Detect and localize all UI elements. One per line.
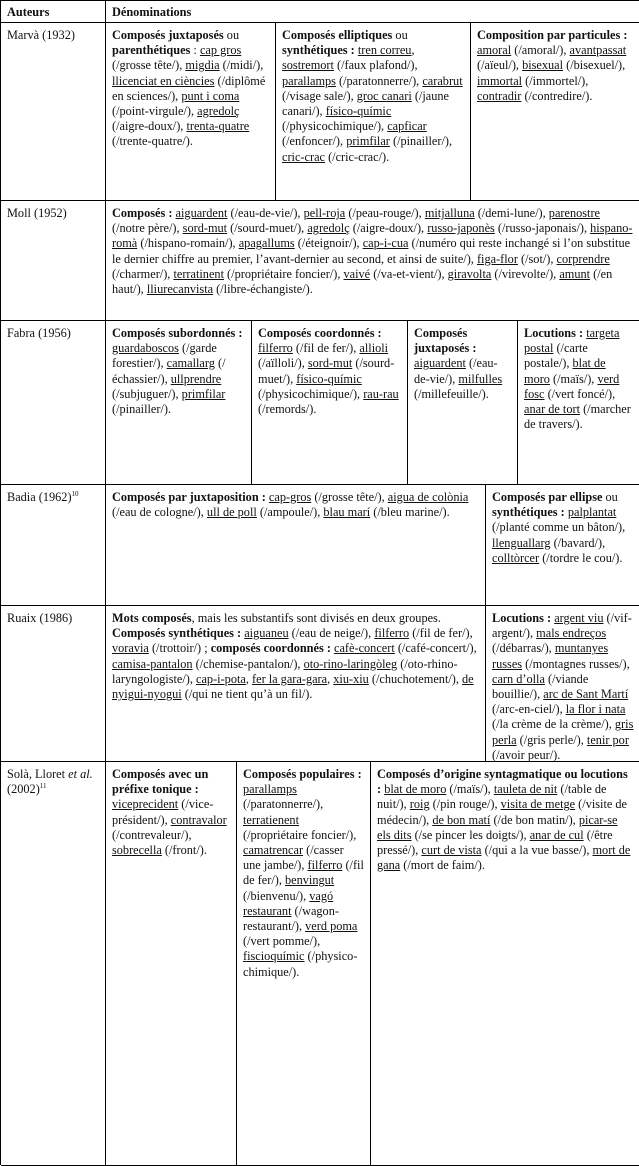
text-run: ,: [411, 43, 415, 58]
denominations-cell: [106, 23, 639, 201]
category-label: parenthétiques: [112, 43, 191, 58]
text-run: (/hispano-romain/),: [137, 236, 239, 251]
text-run: (/cric-crac/).: [325, 149, 390, 164]
category-block: [106, 485, 486, 605]
category-label: Composés par ellipse: [492, 490, 603, 504]
text-run: (/qui ne tient qu’à un fil/).: [181, 687, 313, 702]
header-denominations: Dénominations: [106, 1, 639, 23]
text-run: (/viande bouillie/),: [492, 671, 589, 702]
text-run: (/pin rouge/),: [429, 797, 501, 812]
text-run: Marvà (1932): [7, 28, 75, 42]
author-cell: [1, 762, 106, 1166]
category-block: [408, 321, 518, 484]
catalan-term: fiscioquímic: [243, 949, 305, 964]
category-label: Locutions :: [492, 611, 552, 625]
italic-text: et al.: [68, 767, 93, 781]
catalan-term: físico-químic: [325, 104, 392, 119]
catalan-term: targeta postal: [524, 326, 620, 356]
text-run: ,: [245, 671, 253, 686]
category-block: [471, 23, 639, 200]
category-label: Composés elliptiques: [282, 28, 393, 42]
catalan-term: primfilar: [181, 386, 226, 401]
catalan-term: colltòrcer: [492, 550, 540, 565]
catalan-term: vaivé: [343, 266, 371, 281]
catalan-term: trenta-quatre: [186, 119, 250, 134]
category-label: synthétiques :: [282, 43, 355, 58]
catalan-term: anar de tort: [524, 402, 580, 417]
catalan-term: verd fosc: [524, 371, 620, 401]
category-label: Composés avec un préfixe tonique :: [112, 767, 209, 797]
text-run: (/café-concert/),: [394, 641, 477, 656]
text-run: (/la crème de la crème/),: [492, 717, 615, 732]
author-name: [7, 490, 79, 504]
text-run: (/avoir peur/).: [492, 747, 561, 761]
text-run: (/aigre-doux/),: [349, 221, 428, 236]
text-run: (/pinailler/).: [112, 402, 172, 417]
text-run: (/sourd-muet/),: [258, 356, 395, 386]
catalan-term: gris perla: [492, 717, 634, 747]
text-run: (/débarras/),: [492, 641, 555, 656]
text-run: (/libre-échangiste/).: [213, 282, 313, 297]
text-run: (/jaune canari/),: [282, 88, 449, 119]
category-block: [486, 485, 639, 605]
catalan-term: aiguaneu: [244, 626, 289, 641]
category-block: [518, 321, 639, 484]
text-run: Badia (1962): [7, 490, 72, 504]
catalan-term: filferro: [258, 341, 293, 356]
catalan-term: amunt: [559, 266, 591, 281]
text-run: (/sourd-muet/),: [227, 221, 308, 236]
catalan-term: camisa-pantalon: [112, 656, 193, 671]
category-block: [486, 606, 639, 761]
catalan-term: picar-se els dits: [377, 812, 618, 842]
category-label: Composés coordonnés :: [258, 326, 382, 340]
text-run: (/subjuguer/),: [112, 386, 182, 401]
category-label: Composés par juxtaposition :: [112, 490, 266, 504]
catalan-term: fer la gara-gara: [252, 671, 328, 686]
catalan-term: muntanyes russes: [492, 641, 609, 671]
text-run: (/grosse tête/),: [311, 490, 388, 504]
text-run: :: [190, 43, 200, 58]
text-run: (/table de nuit/),: [377, 782, 607, 812]
catalan-term: verd poma: [305, 919, 358, 934]
catalan-term: hispano-romà: [112, 221, 633, 251]
author-name: [7, 206, 67, 220]
catalan-term: argent viu: [554, 611, 604, 625]
catalan-term: immortal: [477, 73, 523, 88]
text-run: (/trottoir/) ;: [148, 641, 211, 656]
category-block: [371, 762, 639, 1165]
catalan-term: mals endreços: [536, 626, 607, 641]
text-run: (/visite de médecin/),: [377, 797, 628, 827]
catalan-term: milfulles: [458, 371, 503, 386]
text-run: (/fil de fer/),: [409, 626, 473, 641]
catalan-term: cap-i-cua: [362, 236, 409, 251]
text-run: ou: [223, 28, 240, 42]
catalan-term: cap gros: [199, 43, 242, 58]
catalan-term: oto-rino-laringòleg: [303, 656, 398, 671]
catalan-term: terratinent: [173, 266, 224, 281]
text-run: (/de bon matin/),: [490, 812, 579, 827]
text-run: (/oto-rhino-laryngologiste/),: [112, 656, 458, 686]
category-label: Mots composés: [112, 611, 192, 625]
category-block: [106, 201, 639, 320]
text-run: Ruaix (1986): [7, 611, 73, 625]
catalan-term: groc canari: [356, 88, 412, 103]
text-run: (/enfoncer/),: [282, 134, 347, 149]
author-cell: [1, 321, 106, 485]
catalan-term: allioli: [359, 341, 389, 356]
denominations-cell: [106, 485, 639, 606]
catalan-term: lliurecanvista: [146, 282, 214, 297]
catalan-term: físico-químic: [296, 371, 362, 386]
text-run: (/immortel/),: [522, 73, 589, 88]
text-run: (/millefeuille/).: [414, 386, 489, 401]
text-run: (/virevolte/),: [491, 266, 560, 281]
category-block: [252, 321, 408, 484]
text-run: (/paratonnerre/),: [243, 797, 324, 812]
text-run: (/être pressé/),: [377, 827, 613, 858]
text-run: (/maïs/),: [549, 371, 598, 386]
catalan-term: arc de Sant Martí: [543, 687, 629, 702]
catalan-term: vagó restaurant: [243, 888, 334, 918]
catalan-term: tenir por: [586, 732, 629, 747]
text-run: (/paratonnerre/),: [335, 73, 423, 88]
text-run: (/peau-rouge/),: [345, 206, 425, 220]
text-run: (/en haut/),: [112, 266, 613, 297]
text-run: (/physicochimique/),: [258, 386, 364, 401]
text-run: , mais les substantifs sont divisés en deux groupes.: [191, 611, 441, 625]
catalan-term: giravolta: [447, 266, 492, 281]
text-run: (/planté comme un bâton/),: [492, 520, 626, 535]
text-run: (/se pincer les doigts/),: [411, 827, 530, 842]
text-run: (/midi/),: [219, 58, 264, 73]
catalan-term: mort de gana: [377, 843, 631, 873]
catalan-term: llicenciat en ciències: [112, 73, 215, 88]
catalan-term: tauleta de nit: [493, 782, 558, 797]
catalan-term: figa-flor: [476, 251, 518, 266]
text-run: (/éteignoir/),: [294, 236, 363, 251]
footnote-ref: 11: [39, 782, 47, 791]
text-run: (/faux plafond/),: [333, 58, 418, 73]
text-run: (/garde forestier/),: [112, 341, 217, 371]
catalan-term: parenostre: [548, 206, 601, 220]
catalan-term: xiu-xiu: [333, 671, 369, 686]
catalan-term: terratienent: [243, 812, 299, 827]
catalan-term: aigua de colònia: [387, 490, 469, 504]
text-run: (/trente-quatre/).: [112, 134, 193, 149]
denominations-cell: [106, 606, 639, 762]
text-run: (/physico-chimique/).: [243, 949, 358, 979]
catalan-term: carn d’olla: [492, 671, 545, 686]
catalan-term: corprendre: [556, 251, 610, 266]
text-run: (/propriétaire foncier/),: [243, 827, 357, 842]
text-run: (/fil de fer/),: [243, 858, 364, 888]
text-run: (/vert foncé/),: [544, 386, 616, 401]
text-run: ,: [327, 671, 334, 686]
catalan-term: sobrecella: [112, 843, 162, 858]
text-run: (/notre père/),: [112, 221, 183, 236]
catalan-term: filferro: [374, 626, 410, 641]
catalan-term: cap-i-pota: [196, 671, 246, 686]
catalan-term: rau-rau: [363, 386, 399, 401]
text-run: (/eau-de-vie/),: [227, 206, 304, 220]
text-run: (/ampoule/),: [256, 505, 324, 520]
catalan-term: la flor i nata: [565, 702, 626, 717]
category-label: Composition par particules :: [477, 28, 628, 42]
catalan-term: pell-roja: [303, 206, 346, 220]
catalan-term: contravalor: [170, 812, 227, 827]
catalan-term: cap-gros: [268, 490, 312, 504]
denominations-cell: [106, 762, 639, 1166]
text-run: (/fil de fer/),: [292, 341, 360, 356]
text-run: (/mort de faim/).: [400, 858, 485, 873]
catalan-term: blau marí: [323, 505, 371, 520]
text-run: (/contredire/).: [521, 88, 593, 103]
category-block: [106, 321, 252, 484]
category-label: Composés subordonnés :: [112, 326, 243, 340]
text-run: (/qui a la vue basse/),: [481, 843, 593, 858]
text-run: (/propriétaire foncier/),: [223, 266, 344, 281]
text-run: (/eau de neige/),: [288, 626, 375, 641]
text-run: Fabra (1956): [7, 326, 71, 340]
catalan-term: llenguallarg: [492, 535, 551, 550]
text-run: (/bisexuel/),: [563, 58, 626, 73]
category-block: [237, 762, 371, 1165]
author-cell: [1, 201, 106, 321]
catalan-term: sord-mut: [307, 356, 353, 371]
catalan-term: parallamps: [243, 782, 297, 797]
catalan-term: agredolç: [307, 221, 350, 236]
text-run: (/visage sale/),: [282, 88, 357, 103]
catalan-term: benvingut: [285, 873, 335, 888]
category-label: Composés d’origine syntagmatique ou locutions :: [377, 767, 628, 797]
text-run: (/aïlloli/),: [258, 356, 308, 371]
catalan-term: contradir: [477, 88, 522, 103]
catalan-term: viceprecident: [112, 797, 179, 812]
catalan-term: amoral: [477, 43, 512, 58]
catalan-term: blat de moro: [384, 782, 447, 797]
catalan-term: ull de poll: [206, 505, 257, 520]
catalan-term: ullprendre: [170, 371, 222, 386]
catalan-term: punt i coma: [181, 88, 240, 103]
text-run: (/maïs/),: [446, 782, 494, 797]
catalan-term: palplantat: [567, 505, 617, 520]
text-run: (/bavard/),: [550, 535, 606, 550]
category-block: [276, 23, 471, 200]
text-run: (/eau de cologne/),: [112, 505, 207, 520]
category-label: composés coordonnés :: [210, 641, 331, 656]
category-label: Composés :: [112, 206, 173, 220]
text-run: (/marcher de travers/).: [524, 402, 631, 432]
text-run: (/pinailler/),: [389, 134, 453, 149]
catalan-term: bisexual: [522, 58, 564, 73]
catalan-term: camallarg: [166, 356, 215, 371]
catalan-term: de nyigui-nyogui: [112, 671, 474, 702]
category-label: Composés juxtaposés: [112, 28, 224, 42]
text-run: (/numéro qui reste inchangé si l’on substitue le dernier chiffre au premier, l’avant-dernier au second, et ainsi de suite/),: [112, 236, 631, 266]
text-run: (/grosse tête/),: [112, 58, 186, 73]
catalan-term: parallamps: [282, 73, 336, 88]
text-run: (/diplômé en sciences/),: [112, 73, 266, 103]
catalan-term: aiguardent: [414, 356, 466, 371]
catalan-term: tren correu: [357, 43, 412, 58]
text-run: (/physicochimique/),: [282, 119, 388, 134]
catalan-term: roig: [409, 797, 430, 812]
text-run: (/russo-japonais/),: [494, 221, 591, 236]
text-run: (2002): [7, 782, 40, 797]
author-name: [7, 28, 75, 42]
category-label: Composés juxtaposés :: [414, 326, 477, 356]
text-run: (/eau-de-vie/),: [414, 356, 498, 386]
catalan-term: guardaboscos: [112, 341, 179, 356]
text-run: (/amoral/),: [511, 43, 570, 58]
text-run: (/wagon-restaurant/),: [243, 903, 339, 934]
catalan-term: avantpassat: [569, 43, 627, 58]
text-run: Solà, Lloret: [7, 767, 69, 781]
header-authors: Auteurs: [1, 1, 106, 23]
catalan-term: carabrut: [422, 73, 463, 88]
text-run: (/gris perle/),: [516, 732, 587, 747]
category-label: Composés populaires :: [243, 767, 362, 781]
text-run: (/chemise-pantalon/),: [192, 656, 304, 671]
catalan-term: anar de cul: [529, 827, 584, 842]
text-run: (/va-et-vient/),: [370, 266, 448, 281]
catalan-term: agredolç: [197, 104, 240, 119]
category-label: synthétiques :: [492, 505, 565, 520]
category-block: [106, 606, 486, 761]
category-label: Locutions :: [524, 326, 584, 340]
catalan-term: capficar: [387, 119, 427, 134]
catalan-term: sord-mut: [182, 221, 228, 236]
catalan-term: de bon matí: [432, 812, 491, 827]
author-name: [7, 326, 71, 340]
text-run: (/montagnes russes/),: [522, 656, 630, 671]
catalan-term: mitjalluna: [424, 206, 475, 220]
catalan-term: cric-crac: [282, 149, 325, 164]
text-run: (/tordre le cou/).: [539, 550, 623, 565]
catalan-term: sostremort: [282, 58, 334, 73]
category-block: [106, 23, 276, 200]
text-run: (/arc-en-ciel/),: [492, 702, 566, 717]
text-run: (/aïeul/),: [477, 58, 523, 73]
text-run: ou: [392, 28, 408, 42]
author-cell: [1, 485, 106, 606]
text-run: (/contrevaleur/),: [112, 827, 192, 842]
text-run: (/carte postale/),: [524, 341, 588, 371]
text-run: Moll (1952): [7, 206, 67, 220]
catalan-term: blat de moro: [524, 356, 606, 386]
text-run: (/front/).: [161, 843, 207, 858]
text-run: (/chuchotement/),: [368, 671, 463, 686]
text-run: (/demi-lune/),: [474, 206, 549, 220]
text-run: (/vice-président/),: [112, 797, 214, 827]
catalan-term: migdia: [185, 58, 220, 73]
text-run: (/aigre-doux/),: [112, 119, 187, 134]
catalan-term: voravia: [112, 641, 149, 656]
catalan-term: filferro: [307, 858, 343, 873]
text-run: (/vert pomme/),: [243, 934, 321, 949]
catalan-term: cafè-concert: [334, 641, 395, 656]
catalan-term: apagallums: [238, 236, 295, 251]
catalan-term: camatrencar: [243, 843, 304, 858]
denominations-cell: [106, 201, 639, 321]
text-run: (/point-virgule/),: [112, 104, 198, 119]
text-run: (/bienvenu/),: [243, 888, 310, 903]
text-run: (/échassier/),: [112, 356, 226, 386]
author-cell: [1, 606, 106, 762]
catalan-term: primfilar: [346, 134, 390, 149]
category-block: [106, 762, 237, 1165]
author-cell: [1, 23, 106, 201]
text-run: (/bleu marine/).: [370, 505, 450, 520]
text-run: (/charmer/),: [112, 266, 174, 281]
denominations-cell: [106, 321, 639, 485]
catalan-term: aiguardent: [175, 206, 228, 220]
text-run: (/sot/),: [517, 251, 557, 266]
text-run: (/remords/).: [258, 402, 317, 417]
catalan-term: russo-japonès: [427, 221, 495, 236]
category-label: Composés synthétiques :: [112, 626, 242, 641]
text-run: (/casser une jambe/),: [243, 843, 344, 873]
author-name: [7, 611, 72, 625]
text-run: ou: [602, 490, 618, 504]
catalan-term: visita de metge: [500, 797, 576, 812]
author-name: [7, 767, 93, 796]
text-run: (/vif-argent/),: [492, 611, 632, 641]
footnote-ref: 10: [71, 489, 79, 498]
catalan-term: curt de vista: [421, 843, 482, 858]
